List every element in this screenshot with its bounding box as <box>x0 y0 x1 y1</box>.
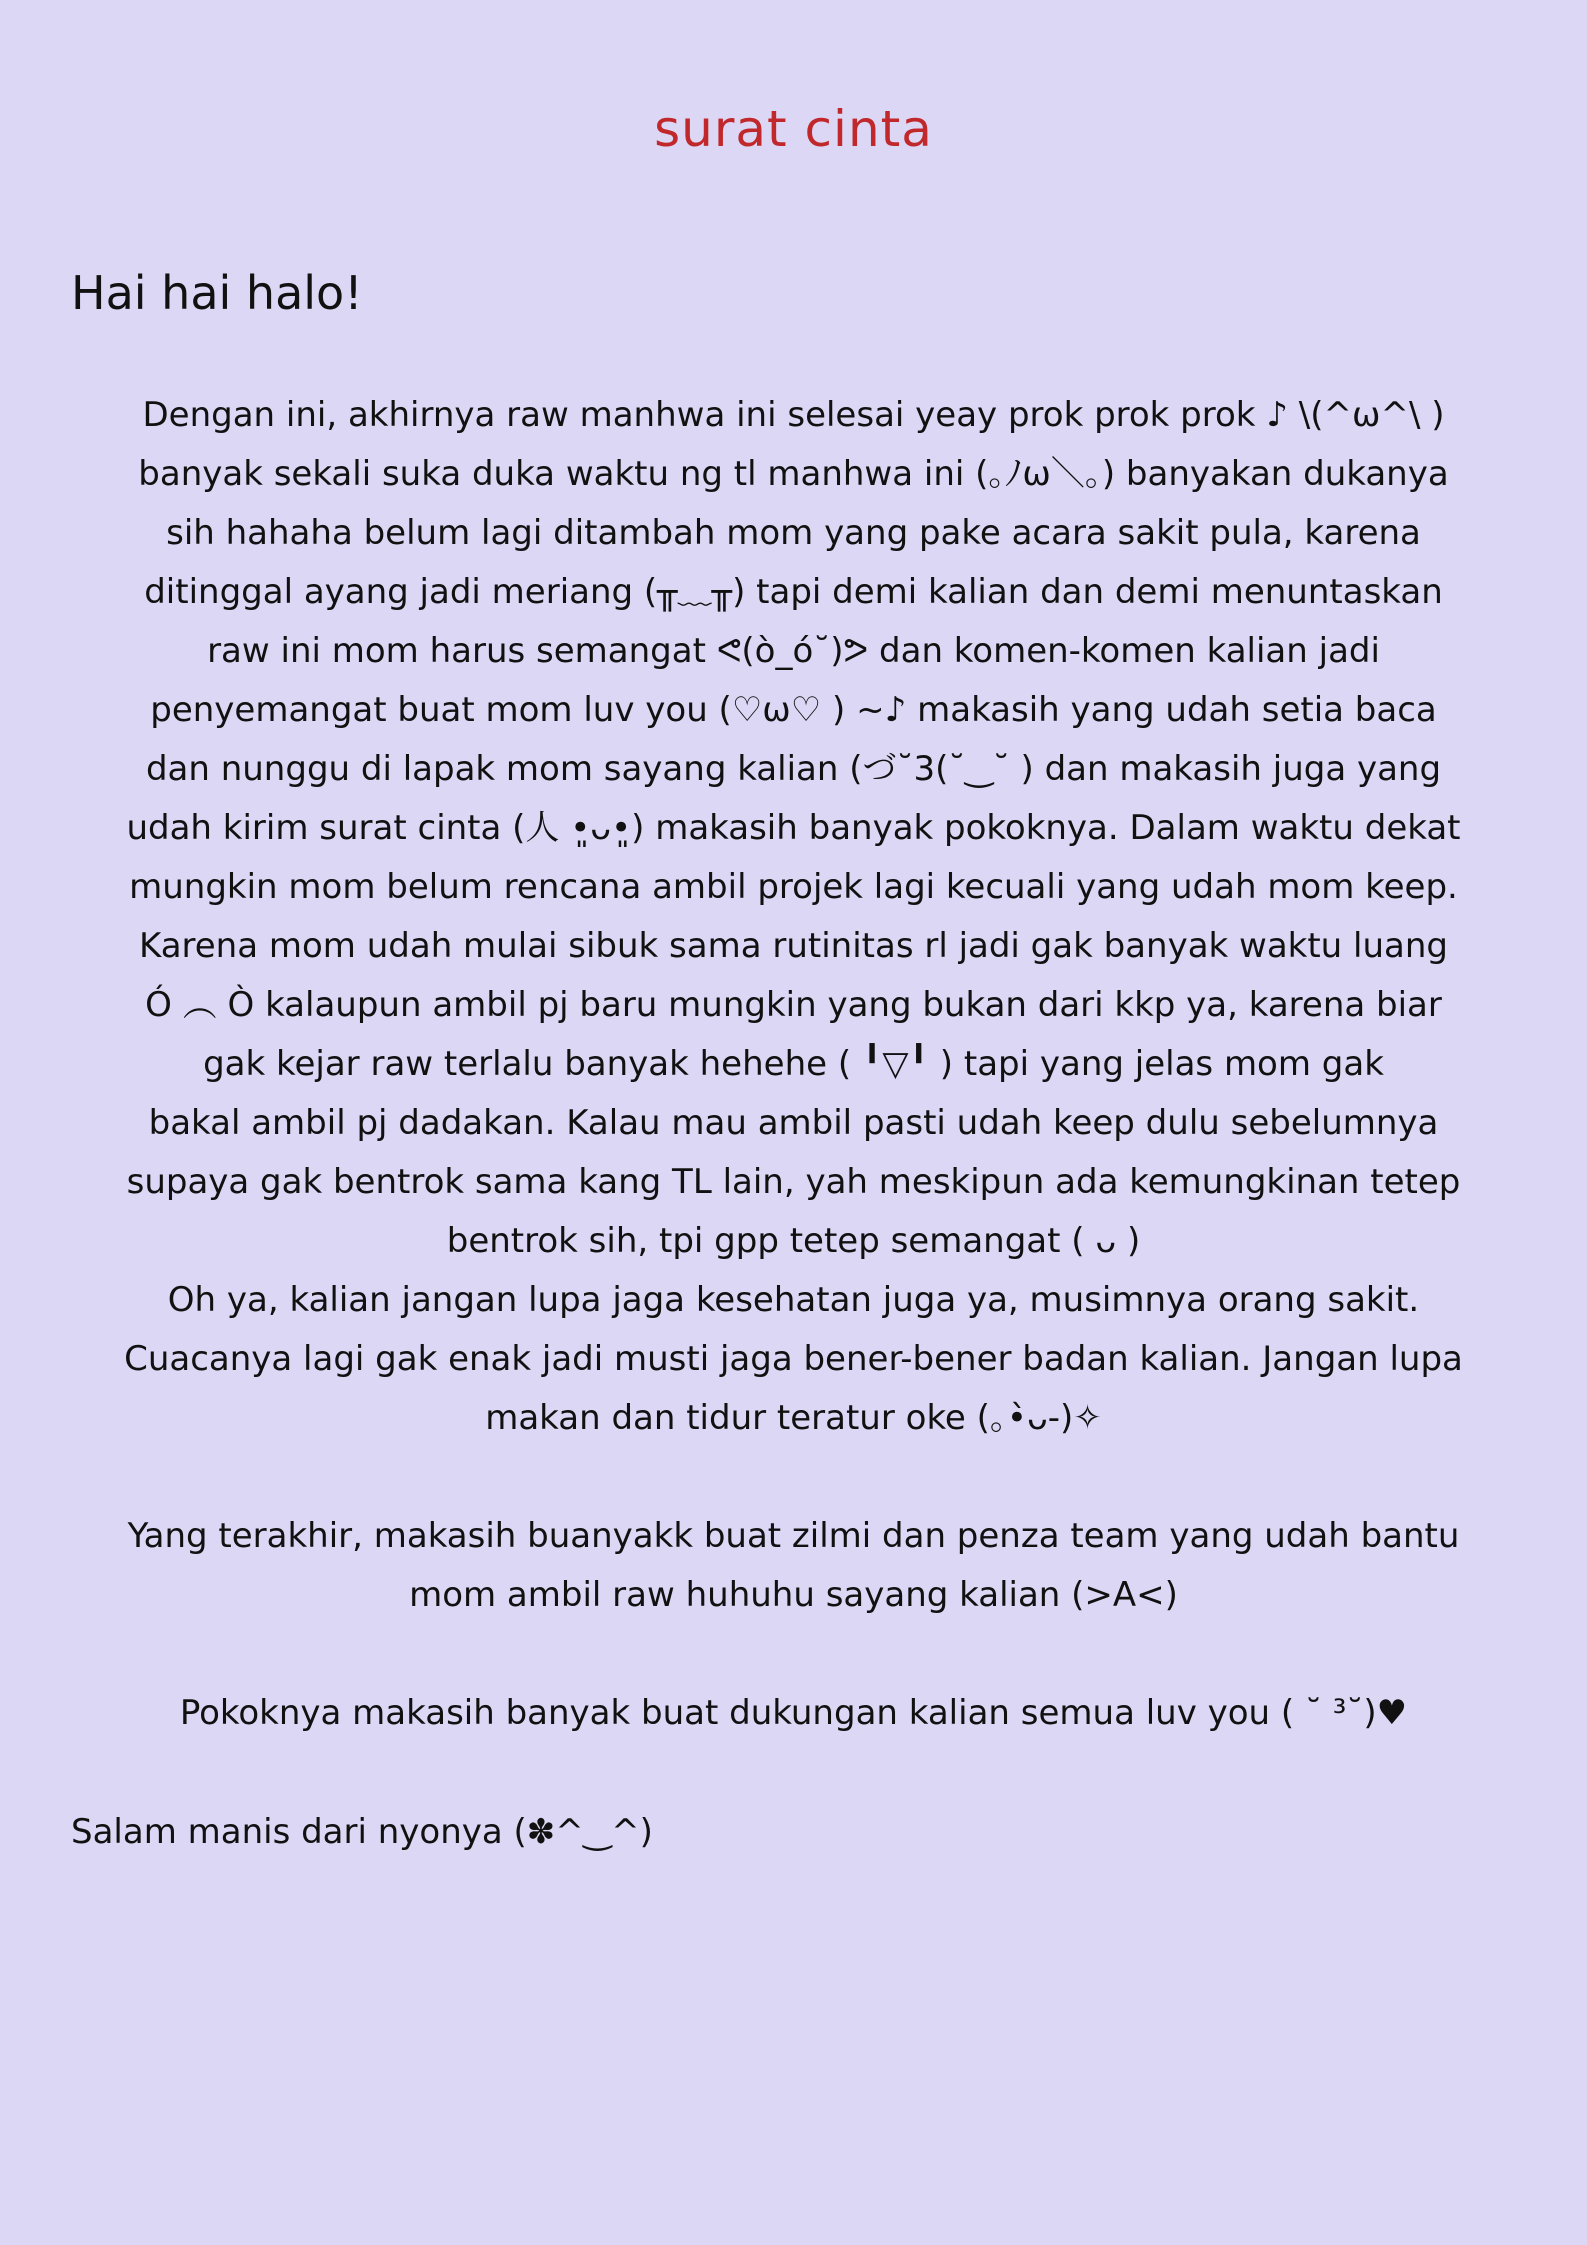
text-line: banyak sekali suka duka waktu ng tl manhwa ini (｡ﾉω＼｡) banyakan dukanya <box>138 454 1449 494</box>
text-line: Pokoknya makasih banyak buat dukungan kalian semua luv you ( ˘ ³˘)♥ <box>179 1693 1408 1733</box>
letter-body <box>62 386 1525 1743</box>
text-line: Oh ya, kalian jangan lupa jaga kesehatan juga ya, musimnya orang sakit. <box>167 1280 1420 1320</box>
text-line: Cuacanya lagi gak enak jadi musti jaga bener-bener badan kalian. Jangan lupa <box>124 1339 1463 1379</box>
paragraph-gap <box>62 1448 1525 1507</box>
paragraph-main <box>62 386 1525 1448</box>
text-line: gak kejar raw terlalu banyak hehehe ( ╹▽╹ ) tapi yang jelas mom gak <box>203 1044 1384 1084</box>
text-line: mom ambil raw huhuhu sayang kalian (>A<) <box>409 1575 1178 1615</box>
text-line: makan dan tidur teratur oke (｡•̀ᴗ-)✧ <box>485 1398 1102 1438</box>
greeting: Hai hai halo! <box>71 266 363 320</box>
closing-signature: Salam manis dari nyonya (✽^‿^) <box>71 1812 653 1852</box>
text-line: mungkin mom belum rencana ambil projek lagi kecuali yang udah mom keep. <box>129 867 1458 907</box>
text-line: Karena mom udah mulai sibuk sama rutinitas rl jadi gak banyak waktu luang <box>139 926 1448 966</box>
text-line: sih hahaha belum lagi ditambah mom yang pake acara sakit pula, karena <box>166 513 1421 553</box>
text-line: penyemangat buat mom luv you (♡ω♡ ) ~♪ makasih yang udah setia baca <box>150 690 1437 730</box>
paragraph-gap <box>62 1625 1525 1684</box>
text-line: raw ini mom harus semangat ᕙ(ò_ó˘)ᕗ dan komen-komen kalian jadi <box>207 631 1380 671</box>
text-line: bakal ambil pj dadakan. Kalau mau ambil pasti udah keep dulu sebelumnya <box>148 1103 1439 1143</box>
text-line: Yang terakhir, makasih buanyakk buat zilmi dan penza team yang udah bantu <box>127 1516 1460 1556</box>
text-line: bentrok sih, tpi gpp tetep semangat ( ᴗ ) <box>446 1221 1141 1261</box>
text-line: dan nunggu di lapak mom sayang kalian (づ˘3(˘‿˘ ) dan makasih juga yang <box>145 749 1442 789</box>
text-line: udah kirim surat cinta (人 •͈ᴗ•͈) makasih banyak pokoknya. Dalam waktu dekat <box>126 808 1461 848</box>
text-line: supaya gak bentrok sama kang TL lain, yah meskipun ada kemungkinan tetep <box>126 1162 1461 1202</box>
text-line: Dengan ini, akhirnya raw manhwa ini selesai yeay prok prok prok ♪ \(^ω^\ ) <box>142 395 1445 435</box>
paragraph-support <box>62 1684 1525 1743</box>
paragraph-thanks <box>62 1507 1525 1625</box>
text-line: ditinggal ayang jadi meriang (╥﹏╥) tapi demi kalian dan demi menuntaskan <box>144 572 1443 612</box>
page-title: surat cinta <box>654 100 933 158</box>
text-line: Ó ︵ Ò kalaupun ambil pj baru mungkin yang bukan dari kkp ya, karena biar <box>145 985 1442 1025</box>
